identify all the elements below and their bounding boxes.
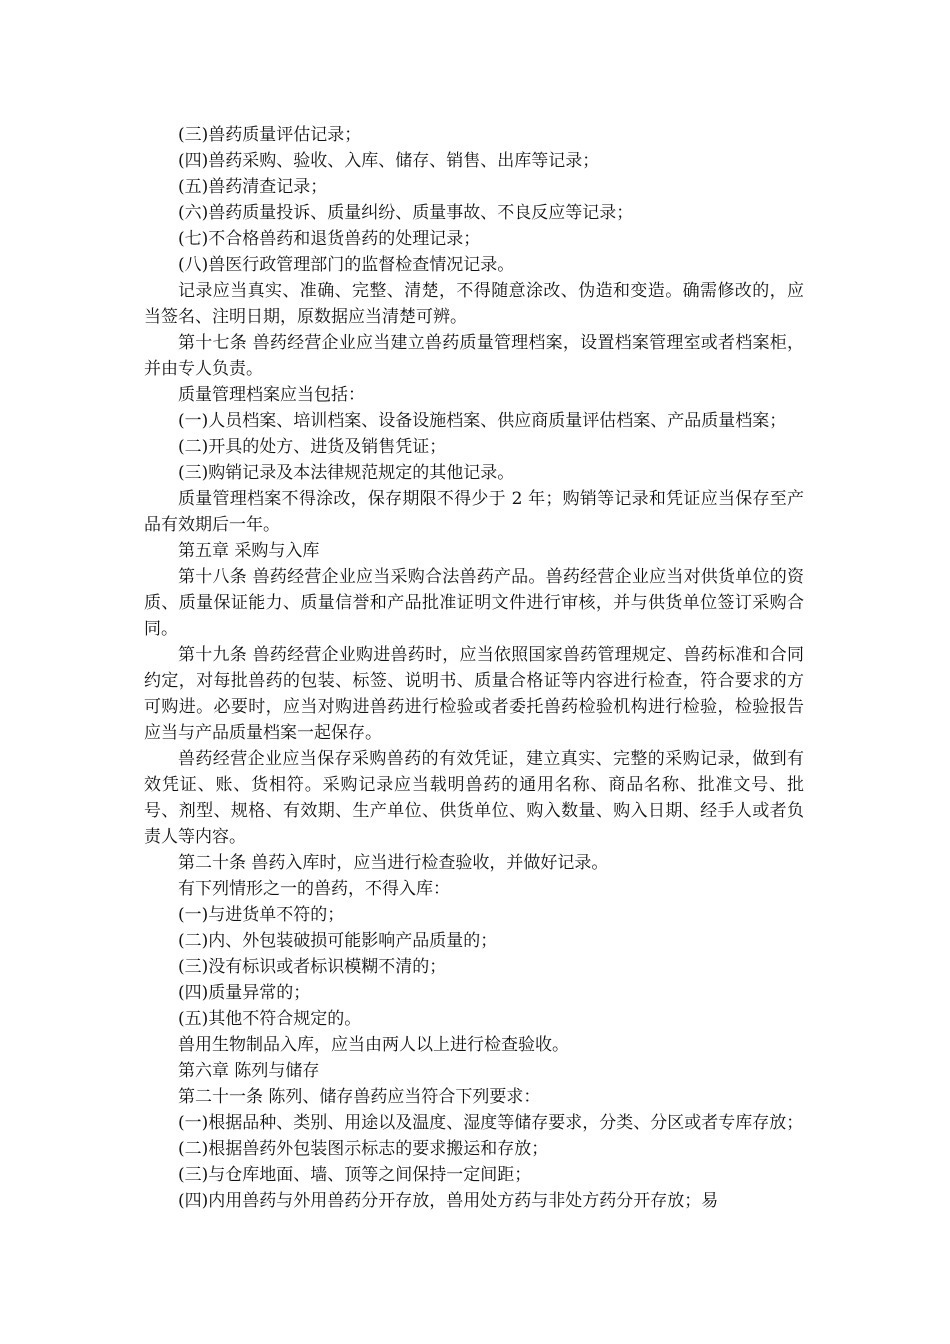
paragraph: 质量管理档案不得涂改，保存期限不得少于 2 年；购销等记录和凭证应当保存至产品有效期后一年。 — [144, 489, 804, 535]
paragraph: 兽用生物制品入库，应当由两人以上进行检查验收。 — [178, 1035, 569, 1055]
paragraph: (三)兽药质量评估记录； — [178, 125, 362, 145]
paragraph: (四)兽药采购、验收、入库、储存、销售、出库等记录； — [178, 151, 600, 171]
paragraph: (四)内用兽药与外用兽药分开存放，兽用处方药与非处方药分开存放；易 — [178, 1191, 719, 1211]
paragraph: (二)根据兽药外包装图示标志的要求搬运和存放； — [178, 1139, 549, 1159]
paragraph: (三)与仓库地面、墙、顶等之间保持一定间距； — [178, 1165, 532, 1185]
paragraph: (二)开具的处方、进货及销售凭证； — [178, 437, 447, 457]
paragraph: (一)与进货单不符的； — [178, 905, 345, 925]
paragraph: (四)质量异常的； — [178, 983, 311, 1003]
article-18: 第十八条 兽药经营企业应当采购合法兽药产品。兽药经营企业应当对供货单位的资质、质量保证能力、质量信誉和产品批准证明文件进行审核，并与供货单位签订采购合同。 — [144, 567, 804, 639]
paragraph: (五)其他不符合规定的。 — [178, 1009, 362, 1029]
chapter-6-heading: 第六章 陈列与储存 — [178, 1061, 320, 1081]
article-21: 第二十一条 陈列、储存兽药应当符合下列要求： — [178, 1087, 541, 1107]
paragraph: (三)没有标识或者标识模糊不清的； — [178, 957, 447, 977]
paragraph: (八)兽医行政管理部门的监督检查情况记录。 — [178, 255, 515, 275]
paragraph: (三)购销记录及本法律规范规定的其他记录。 — [178, 463, 515, 483]
paragraph: 记录应当真实、准确、完整、清楚，不得随意涂改、伪造和变造。确需修改的，应当签名、注明日期，原数据应当清楚可辨。 — [144, 281, 804, 327]
paragraph: 有下列情形之一的兽药，不得入库： — [178, 879, 450, 899]
article-17: 第十七条 兽药经营企业应当建立兽药质量管理档案，设置档案管理室或者档案柜，并由专人负责。 — [144, 333, 804, 379]
article-20: 第二十条 兽药入库时，应当进行检查验收，并做好记录。 — [178, 853, 609, 873]
paragraph: (二)内、外包装破损可能影响产品质量的； — [178, 931, 498, 951]
paragraph: 兽药经营企业应当保存采购兽药的有效凭证，建立真实、完整的采购记录，做到有效凭证、账、货相符。采购记录应当载明兽药的通用名称、商品名称、批准文号、批号、剂型、规格、有效期、生产单位、供货单位、购入数量、购入日期、经手人或者负责人等内容。 — [144, 749, 804, 847]
paragraph: (六)兽药质量投诉、质量纠纷、质量事故、不良反应等记录； — [178, 203, 634, 223]
document-page — [144, 122, 804, 1214]
chapter-5-heading: 第五章 采购与入库 — [178, 541, 320, 561]
paragraph: (一)人员档案、培训档案、设备设施档案、供应商质量评估档案、产品质量档案； — [178, 411, 787, 431]
paragraph: (一)根据品种、类别、用途以及温度、湿度等储存要求，分类、分区或者专库存放； — [178, 1113, 804, 1133]
paragraph: (七)不合格兽药和退货兽药的处理记录； — [178, 229, 481, 249]
paragraph: 质量管理档案应当包括： — [178, 385, 365, 405]
article-19: 第十九条 兽药经营企业购进兽药时，应当依照国家兽药管理规定、兽药标准和合同约定，对每批兽药的包装、标签、说明书、质量合格证等内容进行检查，符合要求的方可购进。必要时，应当对购进兽药进行检验或者委托兽药检验机构进行检验，检验报告应当与产品质量档案一起保存。 — [144, 645, 804, 743]
paragraph: (五)兽药清查记录； — [178, 177, 328, 197]
